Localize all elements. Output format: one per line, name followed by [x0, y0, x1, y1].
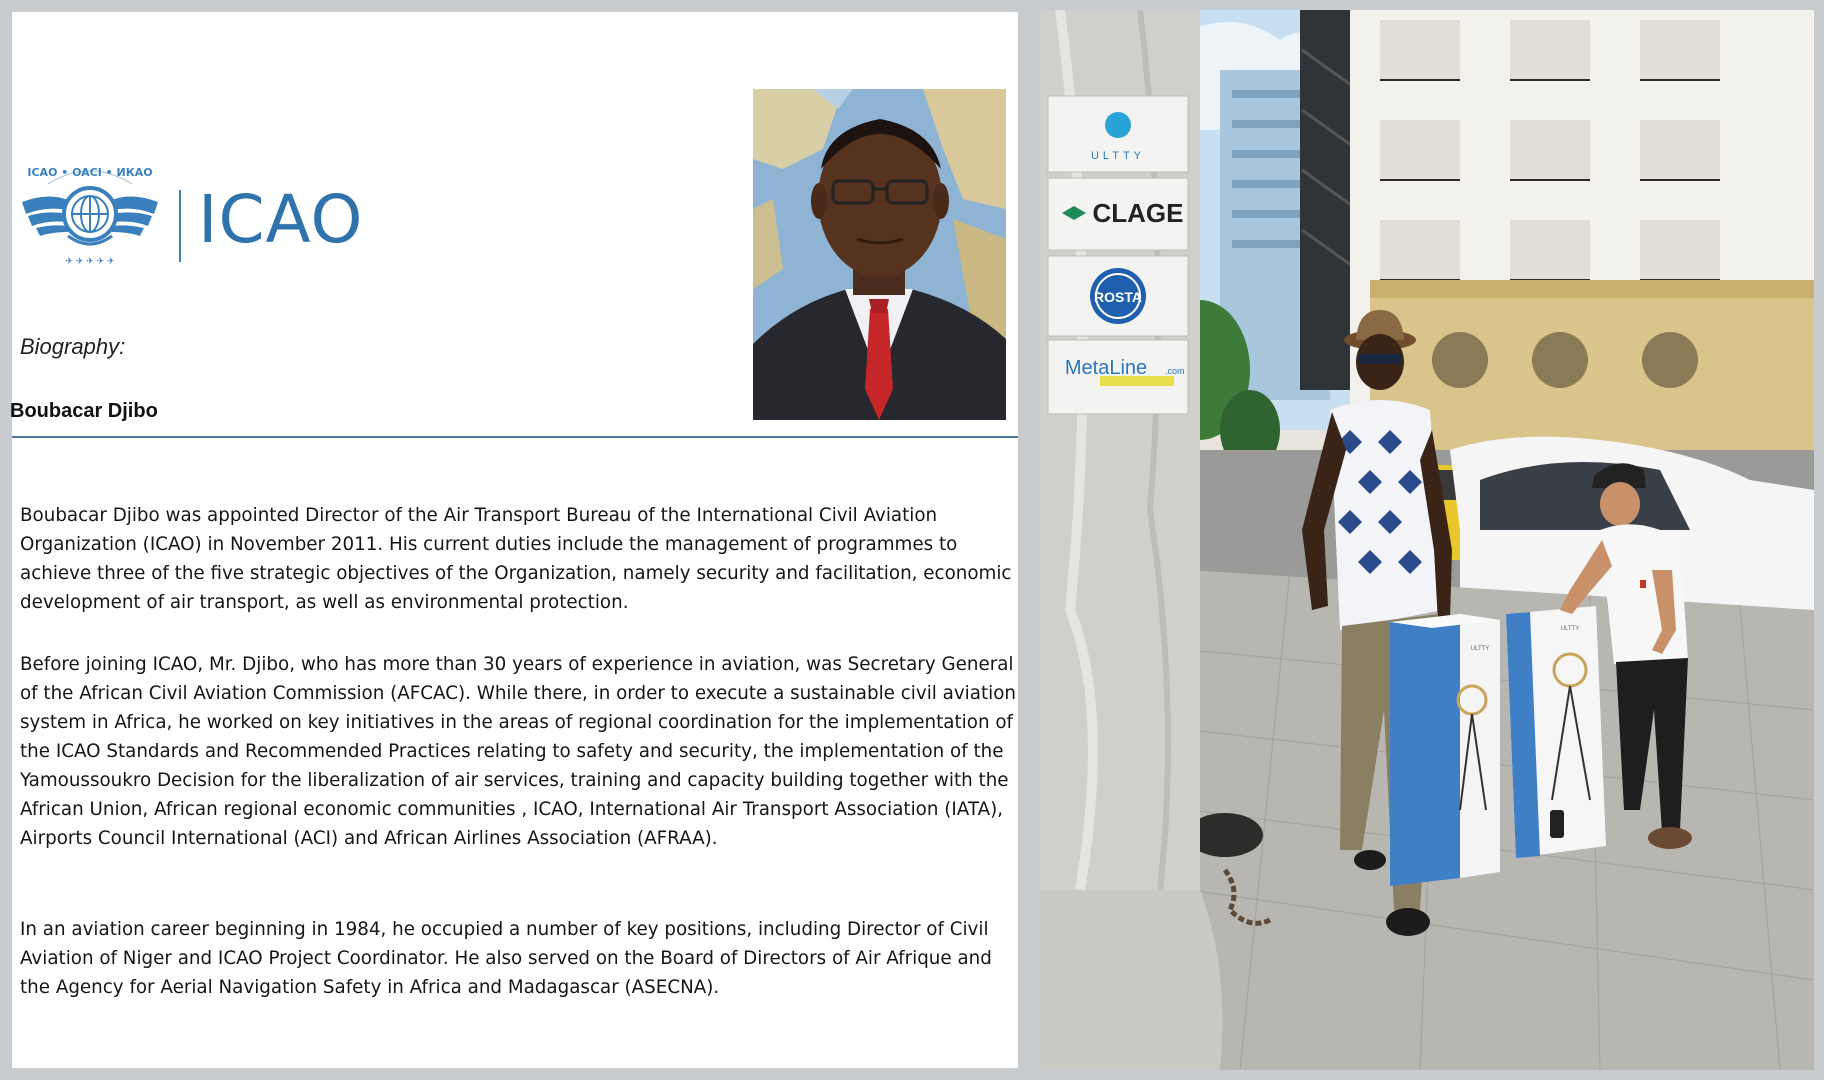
sign-metaline: [1048, 340, 1188, 414]
bio-paragraph-3: In an aviation career beginning in 1984, he occupied a number of key positions, including Director of Civil Aviation of Niger and ICAO Project Coordinator. He also served on the Board of Directors of Air Afrique and the Agency for Aerial Navigation Safety in Africa and Madagascar (ASECNA).: [20, 919, 992, 998]
person-name: Boubacar Djibo: [10, 400, 158, 422]
box-left-brand: ULTTY: [1470, 646, 1490, 652]
sign-ultty-text: ULTTY: [1090, 150, 1146, 162]
product-box-left: [1390, 614, 1500, 886]
logo-divider: [179, 190, 181, 262]
name-underline-rule: [12, 436, 1018, 438]
icao-emblem-icon: [18, 152, 162, 282]
sign-rosta-text: ROSTA: [1094, 289, 1142, 305]
svg-text:✈ ✈ ✈ ✈ ✈: ✈ ✈ ✈ ✈ ✈: [65, 257, 115, 267]
sign-metaline-text: MetaLine: [1064, 357, 1148, 379]
sign-clage: [1048, 178, 1188, 250]
box-right-brand: ULTTY: [1560, 626, 1580, 632]
street-photo: [1040, 10, 1814, 1070]
bio-paragraph-2: Before joining ICAO, Mr. Djibo, who has more than 30 years of experience in aviation, was Secretary General of the African Civil Aviation Commission (AFCAC). While there, in order to execute a sustainable civil aviation system in Africa, he worked on key initiatives in the areas of regional coordination for the implementation of the ICAO Standards and Recommended Practices relating to safety and security, the implementation of the Yamoussoukro Decision for the liberalization of air services, training and capacity building together with the African Union, African regional economic communities , ICAO, International Air Transport Association (IATA), Airports Council International (ACI) and African Airlines Association (AFRAA).: [20, 654, 1016, 849]
sign-ultty: [1048, 96, 1188, 172]
product-box-right: [1506, 606, 1606, 858]
biography-heading: Biography:: [20, 334, 126, 359]
sign-metaline-suffix: .com: [1165, 366, 1185, 376]
sign-clage-text: CLAGE: [1092, 198, 1184, 228]
biography-document: [12, 12, 1018, 1068]
icao-wordmark: ICAO: [198, 181, 364, 258]
sign-rosta: [1048, 256, 1188, 336]
bio-paragraph-1: Boubacar Djibo was appointed Director of the Air Transport Bureau of the International Civil Aviation Organization (ICAO) in November 2011. His current duties include the management of programmes to achieve three of the five strategic objectives of the Organization, namely security and facilitation, economic development of air transport, as well as environmental protection.: [20, 505, 1012, 613]
portrait-photo: [753, 89, 1006, 420]
emblem-text: ICAO • OACI • ИКАО: [27, 166, 153, 179]
